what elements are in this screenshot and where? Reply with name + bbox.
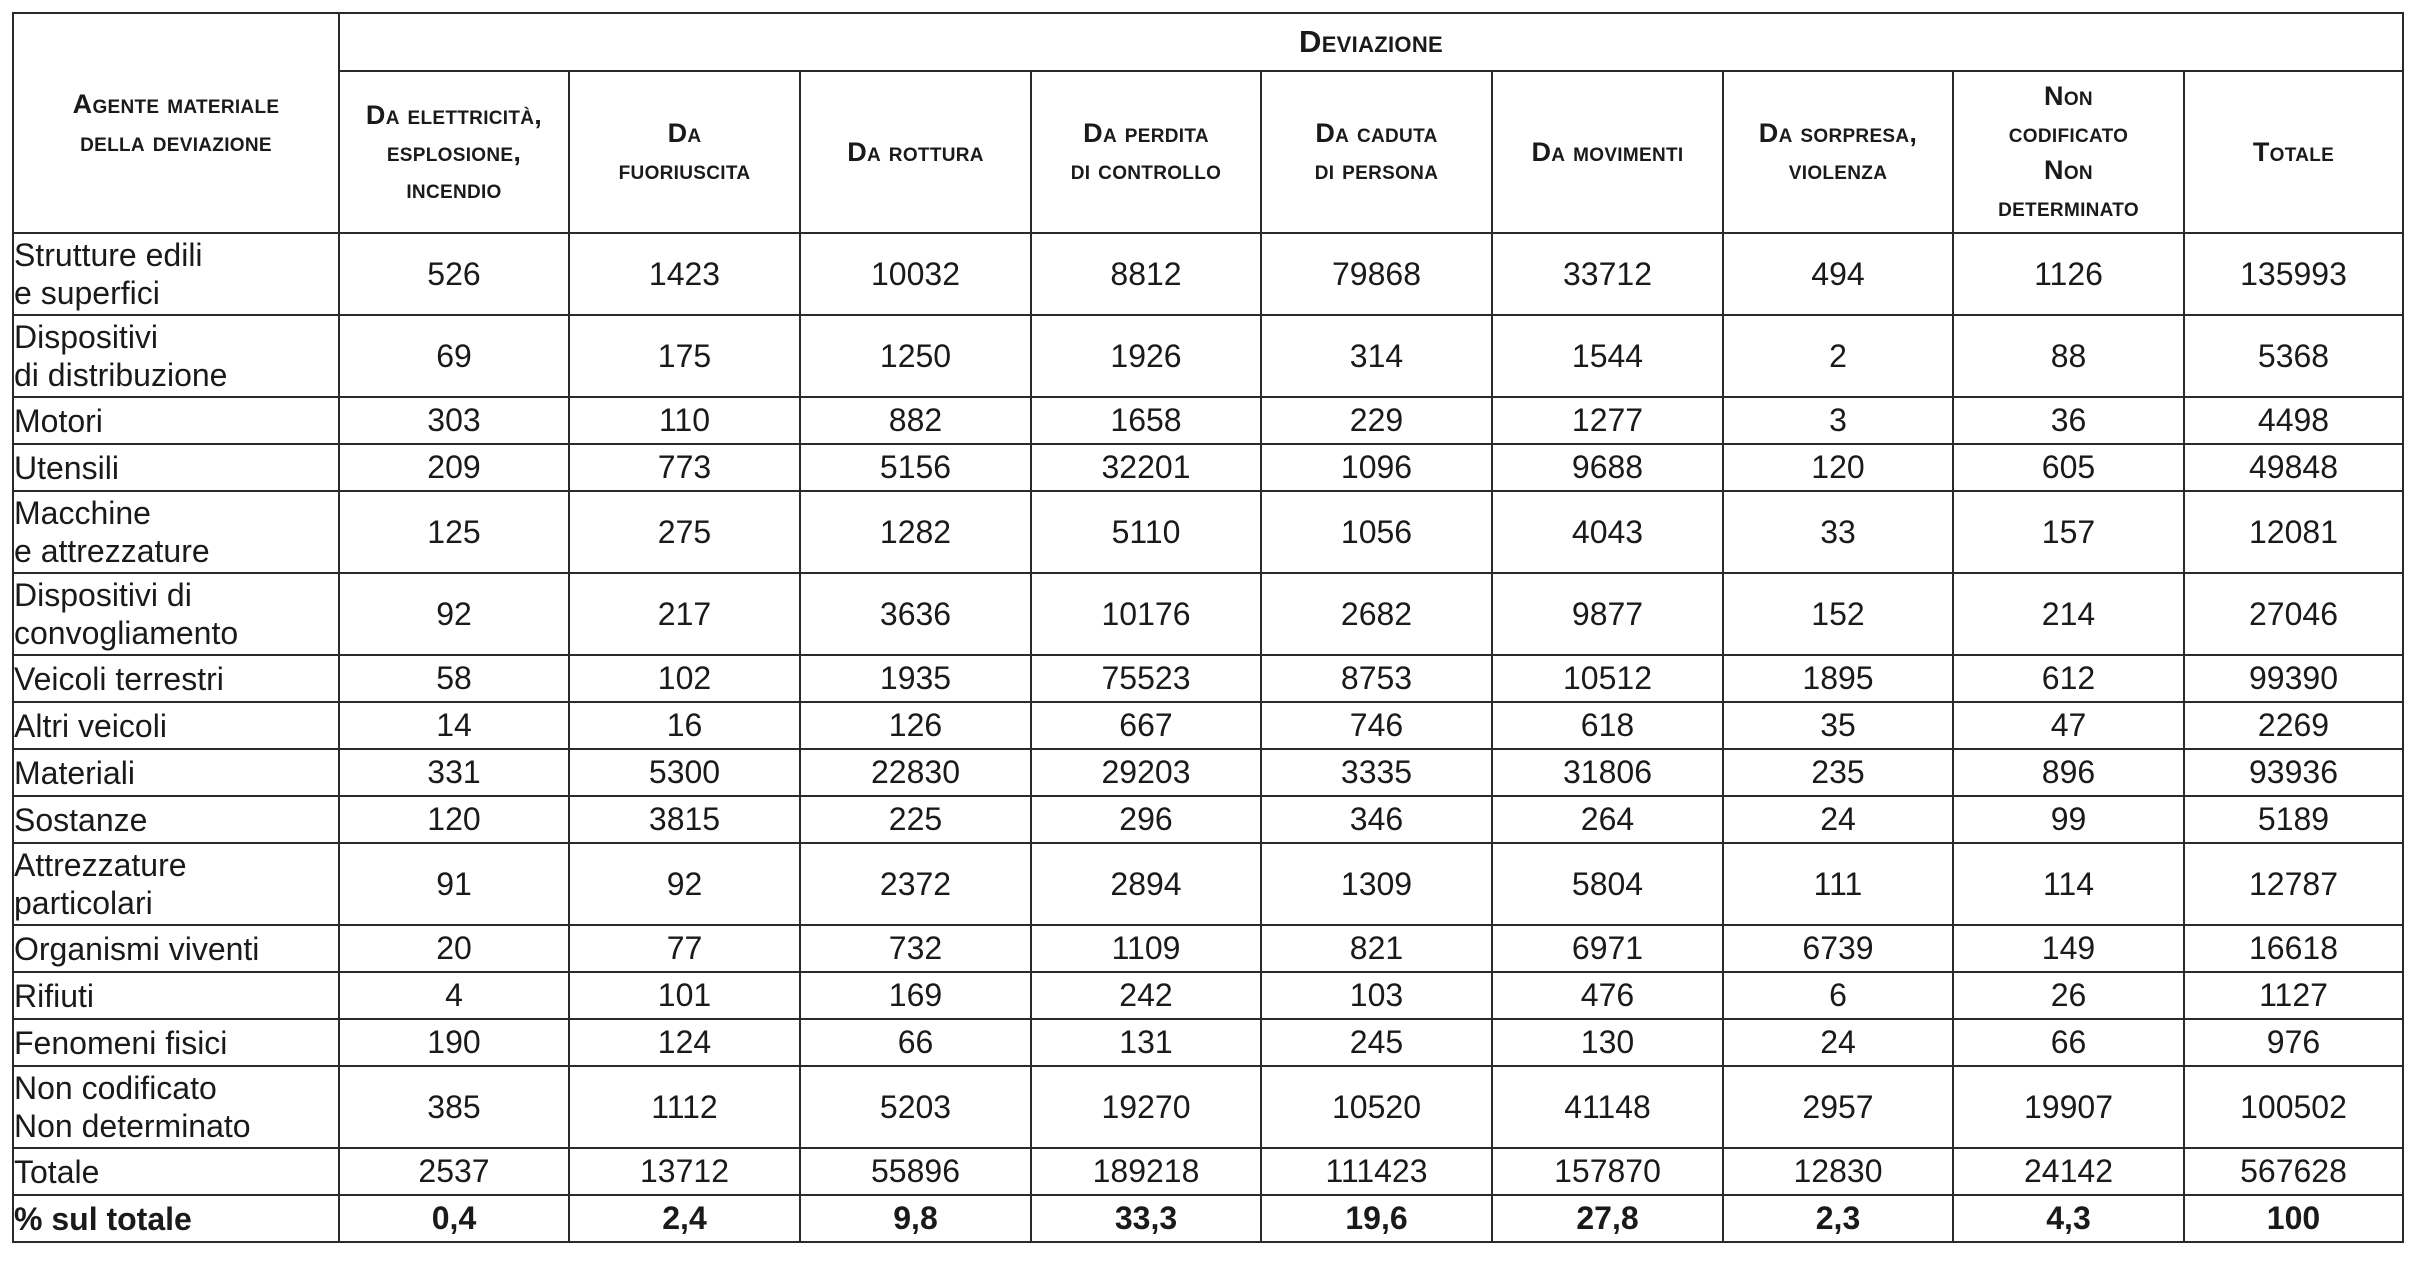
table-cell: 4 xyxy=(339,972,569,1019)
column-header-line: determinato xyxy=(1998,192,2139,222)
row-label xyxy=(13,1148,339,1195)
column-header xyxy=(2184,71,2403,233)
row-label xyxy=(13,749,339,796)
table-cell: 3815 xyxy=(569,796,800,843)
table-cell: 20 xyxy=(339,925,569,972)
table-cell: 667 xyxy=(1031,702,1261,749)
table-cell: 1250 xyxy=(800,315,1031,397)
percent-cell: 19,6 xyxy=(1261,1195,1492,1242)
column-header xyxy=(800,71,1031,233)
table-cell: 1112 xyxy=(569,1066,800,1148)
row-label xyxy=(13,972,339,1019)
table-cell: 8753 xyxy=(1261,655,1492,702)
table-cell: 882 xyxy=(800,397,1031,444)
row-label-line: Fenomeni fisici xyxy=(14,1024,228,1061)
table-cell: 10176 xyxy=(1031,573,1261,655)
table-cell: 157 xyxy=(1953,491,2184,573)
table-cell: 773 xyxy=(569,444,800,491)
table-cell: 264 xyxy=(1492,796,1723,843)
table-cell: 24142 xyxy=(1953,1148,2184,1195)
table-cell: 125 xyxy=(339,491,569,573)
table-body xyxy=(13,233,2403,1242)
table-cell: 6739 xyxy=(1723,925,1953,972)
row-label-line: Rifiuti xyxy=(14,977,95,1014)
agent-material-header xyxy=(13,13,339,233)
table-cell: 821 xyxy=(1261,925,1492,972)
row-label-line: Utensili xyxy=(14,449,119,486)
table-container xyxy=(12,12,2404,1243)
table-cell: 2 xyxy=(1723,315,1953,397)
row-label-line: Macchine xyxy=(14,495,151,531)
table-cell: 896 xyxy=(1953,749,2184,796)
table-cell: 22830 xyxy=(800,749,1031,796)
percent-cell: 2,4 xyxy=(569,1195,800,1242)
table-row xyxy=(13,315,2403,397)
table-cell: 190 xyxy=(339,1019,569,1066)
percent-cell: 4,3 xyxy=(1953,1195,2184,1242)
row-label-line: convogliamento xyxy=(14,615,239,651)
table-cell: 120 xyxy=(339,796,569,843)
table-cell: 2894 xyxy=(1031,843,1261,925)
table-cell: 2957 xyxy=(1723,1066,1953,1148)
table-cell: 385 xyxy=(339,1066,569,1148)
column-header xyxy=(1492,71,1723,233)
table-cell: 33 xyxy=(1723,491,1953,573)
percent-cell: 27,8 xyxy=(1492,1195,1723,1242)
column-header xyxy=(1953,71,2184,233)
column-header-line: fuoriuscita xyxy=(618,155,751,185)
table-cell: 79868 xyxy=(1261,233,1492,315)
column-header xyxy=(339,71,569,233)
table-cell: 1935 xyxy=(800,655,1031,702)
table-cell: 5189 xyxy=(2184,796,2403,843)
table-cell: 41148 xyxy=(1492,1066,1723,1148)
row-label xyxy=(13,843,339,925)
row-label-line: Motori xyxy=(14,402,103,439)
table-cell: 14 xyxy=(339,702,569,749)
table-cell: 235 xyxy=(1723,749,1953,796)
row-label xyxy=(13,315,339,397)
row-label-line: Strutture edili xyxy=(14,237,203,273)
table-cell: 16 xyxy=(569,702,800,749)
row-label-line: Dispositivi di xyxy=(14,577,192,613)
column-header-line: Non xyxy=(2044,81,2093,111)
table-row xyxy=(13,796,2403,843)
table-cell: 13712 xyxy=(569,1148,800,1195)
table-cell: 10512 xyxy=(1492,655,1723,702)
table-cell: 225 xyxy=(800,796,1031,843)
column-header-line: Non xyxy=(2044,155,2093,185)
table-cell: 3636 xyxy=(800,573,1031,655)
row-label-line: Dispositivi xyxy=(14,319,159,355)
percent-cell: 33,3 xyxy=(1031,1195,1261,1242)
column-header-line: Da xyxy=(667,118,702,148)
table-row xyxy=(13,491,2403,573)
table-row xyxy=(13,573,2403,655)
table-cell: 114 xyxy=(1953,843,2184,925)
column-header-line: di persona xyxy=(1314,155,1439,185)
table-cell: 111423 xyxy=(1261,1148,1492,1195)
table-cell: 605 xyxy=(1953,444,2184,491)
table-cell: 214 xyxy=(1953,573,2184,655)
table-cell: 1277 xyxy=(1492,397,1723,444)
table-cell: 229 xyxy=(1261,397,1492,444)
column-header-line: codificato xyxy=(2008,118,2129,148)
table-cell: 12081 xyxy=(2184,491,2403,573)
table-cell: 3 xyxy=(1723,397,1953,444)
table-row xyxy=(13,1148,2403,1195)
table-cell: 66 xyxy=(1953,1019,2184,1066)
table-cell: 55896 xyxy=(800,1148,1031,1195)
table-cell: 5203 xyxy=(800,1066,1031,1148)
row-label-line: Veicoli terrestri xyxy=(14,660,224,697)
row-label xyxy=(13,655,339,702)
percent-total-row xyxy=(13,1195,2403,1242)
table-cell: 175 xyxy=(569,315,800,397)
table-cell: 494 xyxy=(1723,233,1953,315)
row-label xyxy=(13,491,339,573)
table-cell: 19907 xyxy=(1953,1066,2184,1148)
table-cell: 976 xyxy=(2184,1019,2403,1066)
table-cell: 732 xyxy=(800,925,1031,972)
table-cell: 169 xyxy=(800,972,1031,1019)
table-cell: 275 xyxy=(569,491,800,573)
table-cell: 131 xyxy=(1031,1019,1261,1066)
table-cell: 66 xyxy=(800,1019,1031,1066)
table-cell: 6971 xyxy=(1492,925,1723,972)
table-cell: 217 xyxy=(569,573,800,655)
row-label-line: Materiali xyxy=(14,754,135,791)
table-cell: 5110 xyxy=(1031,491,1261,573)
table-cell: 526 xyxy=(339,233,569,315)
table-cell: 567628 xyxy=(2184,1148,2403,1195)
table-row xyxy=(13,749,2403,796)
row-label-line: particolari xyxy=(14,885,153,921)
row-label xyxy=(13,444,339,491)
table-cell: 100502 xyxy=(2184,1066,2403,1148)
table-cell: 8812 xyxy=(1031,233,1261,315)
table-cell: 1096 xyxy=(1261,444,1492,491)
row-label xyxy=(13,573,339,655)
table-cell: 120 xyxy=(1723,444,1953,491)
table-cell: 296 xyxy=(1031,796,1261,843)
table-row xyxy=(13,925,2403,972)
row-label-line: di distribuzione xyxy=(14,357,228,393)
table-row xyxy=(13,1019,2403,1066)
table-cell: 69 xyxy=(339,315,569,397)
table-cell: 1109 xyxy=(1031,925,1261,972)
deviation-group-header: Deviazione xyxy=(339,13,2403,71)
table-cell: 149 xyxy=(1953,925,2184,972)
table-cell: 36 xyxy=(1953,397,2184,444)
table-cell: 16618 xyxy=(2184,925,2403,972)
table-cell: 91 xyxy=(339,843,569,925)
table-cell: 1056 xyxy=(1261,491,1492,573)
column-header-line: Da perdita xyxy=(1083,118,1209,148)
table-cell: 99390 xyxy=(2184,655,2403,702)
table-cell: 1309 xyxy=(1261,843,1492,925)
column-header xyxy=(1723,71,1953,233)
table-cell: 126 xyxy=(800,702,1031,749)
table-cell: 49848 xyxy=(2184,444,2403,491)
row-label-line: Non determinato xyxy=(14,1108,251,1144)
table-cell: 242 xyxy=(1031,972,1261,1019)
column-header xyxy=(1261,71,1492,233)
table-cell: 10032 xyxy=(800,233,1031,315)
row-label-line: e superfici xyxy=(14,275,160,311)
table-cell: 1126 xyxy=(1953,233,2184,315)
table-cell: 5804 xyxy=(1492,843,1723,925)
table-cell: 3335 xyxy=(1261,749,1492,796)
table-cell: 1127 xyxy=(2184,972,2403,1019)
row-label xyxy=(13,1019,339,1066)
table-row xyxy=(13,1066,2403,1148)
table-cell: 2537 xyxy=(339,1148,569,1195)
row-label xyxy=(13,702,339,749)
table-cell: 209 xyxy=(339,444,569,491)
table-cell: 152 xyxy=(1723,573,1953,655)
table-cell: 32201 xyxy=(1031,444,1261,491)
row-label-line: e attrezzature xyxy=(14,533,210,569)
row-label-line: Organismi viventi xyxy=(14,930,260,967)
table-cell: 314 xyxy=(1261,315,1492,397)
percent-cell: 100 xyxy=(2184,1195,2403,1242)
percent-cell: 2,3 xyxy=(1723,1195,1953,1242)
column-header-line: incendio xyxy=(406,173,502,204)
table-cell: 103 xyxy=(1261,972,1492,1019)
column-header-line: Da caduta xyxy=(1315,118,1438,148)
table-cell: 77 xyxy=(569,925,800,972)
table-cell: 27046 xyxy=(2184,573,2403,655)
table-cell: 9877 xyxy=(1492,573,1723,655)
row-label xyxy=(13,796,339,843)
row-label-line: Totale xyxy=(14,1153,100,1190)
row-label-line: Non codificato xyxy=(14,1070,217,1106)
column-header-line: Da elettricità, xyxy=(365,99,543,130)
accident-deviation-table xyxy=(12,12,2404,1243)
table-cell: 4043 xyxy=(1492,491,1723,573)
table-row xyxy=(13,702,2403,749)
row-label-line: Altri veicoli xyxy=(14,707,167,744)
table-cell: 746 xyxy=(1261,702,1492,749)
column-header xyxy=(1031,71,1261,233)
table-cell: 612 xyxy=(1953,655,2184,702)
column-header-line: esplosione, xyxy=(386,136,522,167)
column-header-line: violenza xyxy=(1788,155,1888,185)
table-cell: 102 xyxy=(569,655,800,702)
table-cell: 2682 xyxy=(1261,573,1492,655)
table-cell: 93936 xyxy=(2184,749,2403,796)
table-cell: 111 xyxy=(1723,843,1953,925)
table-cell: 2372 xyxy=(800,843,1031,925)
table-row xyxy=(13,972,2403,1019)
table-row xyxy=(13,233,2403,315)
table-cell: 99 xyxy=(1953,796,2184,843)
row-label xyxy=(13,925,339,972)
table-row xyxy=(13,444,2403,491)
table-cell: 110 xyxy=(569,397,800,444)
column-header-line: Da sorpresa, xyxy=(1758,118,1918,148)
agent-header-line: Agente materiale xyxy=(72,89,280,119)
table-cell: 476 xyxy=(1492,972,1723,1019)
table-cell: 10520 xyxy=(1261,1066,1492,1148)
table-cell: 101 xyxy=(569,972,800,1019)
table-cell: 24 xyxy=(1723,1019,1953,1066)
table-cell: 92 xyxy=(569,843,800,925)
table-cell: 1282 xyxy=(800,491,1031,573)
table-cell: 1544 xyxy=(1492,315,1723,397)
table-row xyxy=(13,397,2403,444)
table-cell: 6 xyxy=(1723,972,1953,1019)
table-cell: 88 xyxy=(1953,315,2184,397)
row-label-line: Sostanze xyxy=(14,801,148,838)
table-cell: 245 xyxy=(1261,1019,1492,1066)
table-cell: 5156 xyxy=(800,444,1031,491)
table-cell: 12830 xyxy=(1723,1148,1953,1195)
table-cell: 331 xyxy=(339,749,569,796)
table-cell: 47 xyxy=(1953,702,2184,749)
table-cell: 1895 xyxy=(1723,655,1953,702)
table-cell: 1926 xyxy=(1031,315,1261,397)
table-cell: 4498 xyxy=(2184,397,2403,444)
table-cell: 1423 xyxy=(569,233,800,315)
table-cell: 92 xyxy=(339,573,569,655)
table-cell: 189218 xyxy=(1031,1148,1261,1195)
percent-cell: 9,8 xyxy=(800,1195,1031,1242)
column-header-row xyxy=(13,71,2403,233)
row-label-line: Attrezzature xyxy=(14,847,187,883)
table-cell: 29203 xyxy=(1031,749,1261,796)
column-header xyxy=(569,71,800,233)
table-cell: 75523 xyxy=(1031,655,1261,702)
table-cell: 24 xyxy=(1723,796,1953,843)
table-cell: 346 xyxy=(1261,796,1492,843)
table-cell: 2269 xyxy=(2184,702,2403,749)
table-cell: 33712 xyxy=(1492,233,1723,315)
table-cell: 58 xyxy=(339,655,569,702)
table-cell: 130 xyxy=(1492,1019,1723,1066)
table-cell: 31806 xyxy=(1492,749,1723,796)
table-cell: 12787 xyxy=(2184,843,2403,925)
table-cell: 19270 xyxy=(1031,1066,1261,1148)
table-cell: 124 xyxy=(569,1019,800,1066)
column-header-line: Totale xyxy=(2252,136,2335,167)
table-cell: 618 xyxy=(1492,702,1723,749)
percent-row-label: % sul totale xyxy=(13,1195,339,1242)
table-cell: 35 xyxy=(1723,702,1953,749)
table-row xyxy=(13,843,2403,925)
column-header-line: di controllo xyxy=(1070,155,1222,185)
table-cell: 135993 xyxy=(2184,233,2403,315)
row-label xyxy=(13,1066,339,1148)
row-label xyxy=(13,397,339,444)
table-cell: 157870 xyxy=(1492,1148,1723,1195)
percent-cell: 0,4 xyxy=(339,1195,569,1242)
table-cell: 1658 xyxy=(1031,397,1261,444)
table-cell: 303 xyxy=(339,397,569,444)
table-cell: 5368 xyxy=(2184,315,2403,397)
table-cell: 26 xyxy=(1953,972,2184,1019)
table-cell: 9688 xyxy=(1492,444,1723,491)
agent-header-line: della deviazione xyxy=(80,127,272,157)
row-label xyxy=(13,233,339,315)
column-header-line: Da rottura xyxy=(847,136,984,167)
table-cell: 5300 xyxy=(569,749,800,796)
column-header-line: Da movimenti xyxy=(1531,136,1684,167)
table-row xyxy=(13,655,2403,702)
